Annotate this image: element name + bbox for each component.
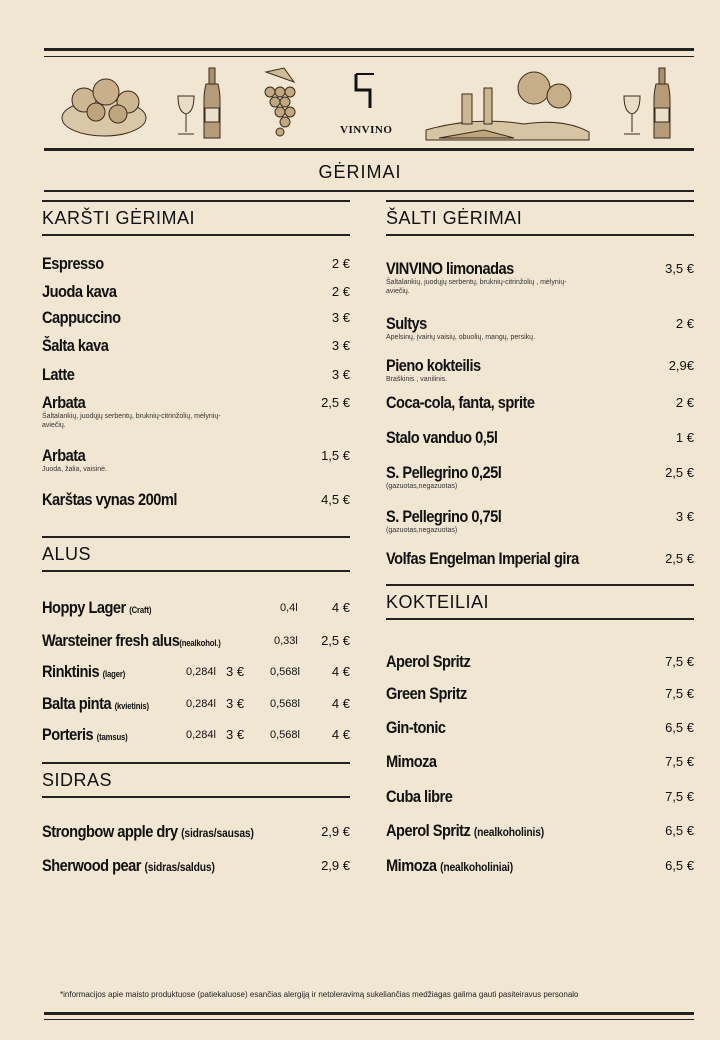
wine-glass-icon bbox=[178, 96, 194, 134]
menu-item: Rinktinis (lager) 0,284l 3 € 0,568l 4 € bbox=[42, 662, 350, 681]
menu-item: Coca-cola, fanta, sprite 2 € bbox=[386, 393, 694, 412]
landscape-icon bbox=[426, 72, 589, 140]
menu-item: Green Spritz 7,5 € bbox=[386, 684, 694, 703]
menu-item: Pieno kokteilis Braškinis , vanilinis. 2,9€ bbox=[386, 356, 694, 383]
allergen-footnote: *informacijos apie maisto produktuose (patiekaluose) esančias alergiją ir netoleravimą sukeliančias medžiagas galima gauti pasiteiravus personalo bbox=[60, 990, 579, 999]
menu-item: Stalo vanduo 0,5l 1 € bbox=[386, 428, 694, 447]
menu-item: Aperol Spritz (nealkoholinis) 6,5 € bbox=[386, 821, 694, 840]
menu-item: Strongbow apple dry (sidras/sausas) 2,9 € bbox=[42, 822, 350, 841]
page-title: GĖRIMAI bbox=[318, 162, 402, 182]
menu-item: Mimoza 7,5 € bbox=[386, 752, 694, 771]
top-rule-thin bbox=[44, 56, 694, 57]
section-title: KOKTEILIAI bbox=[386, 592, 490, 612]
menu-item: S. Pellegrino 0,25l (gazuotas,negazuotas) 2,5 € bbox=[386, 463, 694, 490]
title-rule bbox=[44, 190, 694, 192]
menu-item: Cuba libre 7,5 € bbox=[386, 787, 694, 806]
section-title: ŠALTI GĖRIMAI bbox=[386, 208, 523, 228]
menu-item: VINVINO limonadas Šaltalankių, juodųjų serbentų, bruknių-citrinžolių , mėlynių-aviečių. 3,5 € bbox=[386, 259, 694, 295]
menu-item: Warsteiner fresh alus(nealkohol.) 0,33l 2,5 € bbox=[42, 631, 350, 650]
section-title: ALUS bbox=[42, 544, 92, 564]
bottom-rule bbox=[44, 1012, 694, 1015]
grapes-icon bbox=[265, 68, 295, 136]
section-beer bbox=[42, 536, 350, 572]
menu-item: Šalta kava 3 € bbox=[42, 336, 350, 355]
vinvino-logo-icon bbox=[352, 72, 380, 112]
section-cold-drinks bbox=[386, 200, 694, 236]
menu-item: Porteris (tamsus) 0,284l 3 € 0,568l 4 € bbox=[42, 725, 350, 744]
menu-item: Arbata Šaltalankių, juodųjų serbentų, bruknių-citrinžolių, mėlynių-aviečių. 2,5 € bbox=[42, 393, 350, 429]
bottom-rule-thin bbox=[44, 1019, 694, 1020]
menu-item: Espresso 2 € bbox=[42, 254, 350, 273]
menu-item: Juoda kava 2 € bbox=[42, 282, 350, 301]
menu-item: Latte 3 € bbox=[42, 365, 350, 384]
menu-item: Sherwood pear (sidras/saldus) 2,9 € bbox=[42, 856, 350, 875]
menu-item: Hoppy Lager (Craft) 0,4l 4 € bbox=[42, 598, 350, 617]
top-rule bbox=[44, 48, 694, 51]
wine-bottle-icon bbox=[654, 68, 670, 138]
wine-bottle-icon bbox=[204, 68, 220, 138]
brand-name: VINVINO bbox=[340, 124, 393, 136]
menu-item: Volfas Engelman Imperial gira 2,5 € bbox=[386, 549, 694, 568]
menu-item: S. Pellegrino 0,75l (gazuotas,negazuotas) 3 € bbox=[386, 507, 694, 534]
banner-bottom-rule bbox=[44, 148, 694, 151]
menu-item: Mimoza (nealkoholiniai) 6,5 € bbox=[386, 856, 694, 875]
menu-item: Sultys Apelsinų, įvairių vaisių, obuolių, mangų, persikų. 2 € bbox=[386, 314, 694, 341]
wine-glass-icon bbox=[624, 96, 640, 134]
section-title: KARŠTI GĖRIMAI bbox=[42, 208, 196, 228]
menu-item: Gin-tonic 6,5 € bbox=[386, 718, 694, 737]
section-title: SIDRAS bbox=[42, 770, 113, 790]
menu-item: Aperol Spritz 7,5 € bbox=[386, 652, 694, 671]
menu-item: Cappuccino 3 € bbox=[42, 308, 350, 327]
section-hot-drinks bbox=[42, 200, 350, 236]
menu-item: Arbata Juoda, žalia, vaisinė. 1,5 € bbox=[42, 446, 350, 473]
menu-item: Balta pinta (kvietinis) 0,284l 3 € 0,568l 4 € bbox=[42, 694, 350, 713]
section-cider bbox=[42, 762, 350, 798]
menu-item: Karštas vynas 200ml 4,5 € bbox=[42, 490, 350, 509]
section-cocktails bbox=[386, 584, 694, 620]
fruit-basket-icon bbox=[62, 79, 146, 136]
